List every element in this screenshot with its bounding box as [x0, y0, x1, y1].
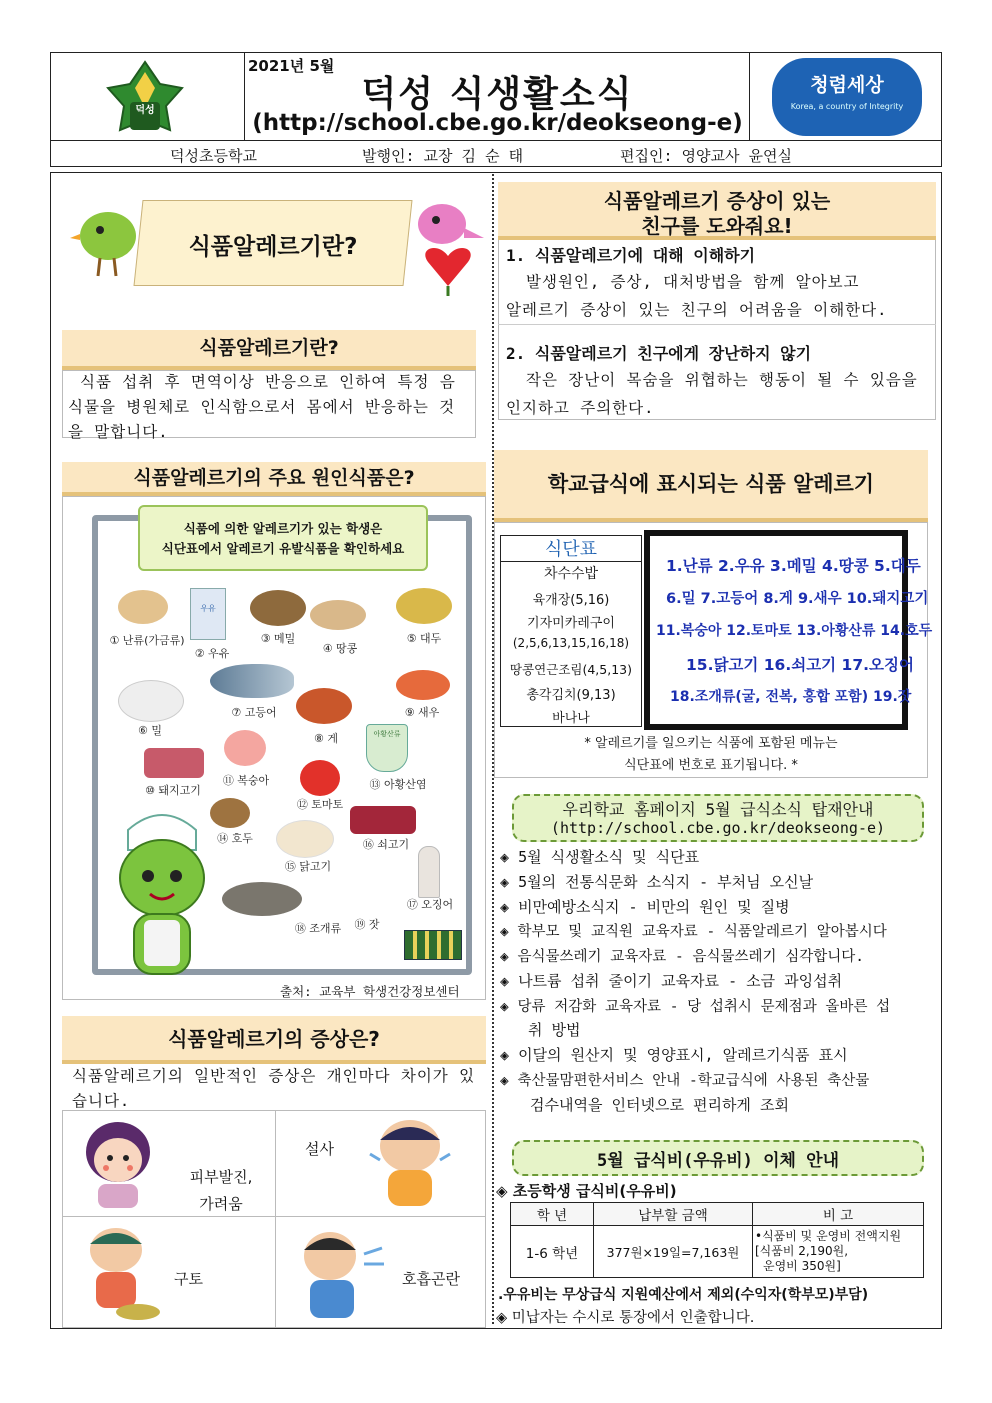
food-label-peach: ⑪ 복숭아 [222, 774, 270, 787]
symptom-vomit: 구토 [174, 1270, 203, 1288]
menu-item-6: 총각김치(9,13) [526, 688, 616, 703]
causes-notice [138, 505, 428, 571]
food-label-wheat: ⑥ 밀 [138, 724, 162, 737]
fee-header-note: 비 고 [753, 1203, 924, 1226]
help-s1-title: 1. 식품알레르기에 대해 이해하기 [506, 246, 756, 265]
diamond-bullet-icon: ◈ [500, 848, 510, 866]
homepage-item-2: ◈ 5월의 전통식문화 소식지 - 부처님 오신날 [500, 873, 814, 891]
peanut-icon [310, 600, 366, 630]
fee-grade: 1-6 학년 [511, 1226, 594, 1278]
fee-note-3: 운영비 350원] [763, 1259, 841, 1273]
diamond-bullet-icon: ◈ [500, 999, 509, 1015]
chicken-icon [276, 820, 334, 858]
menu-item-3: 기자미카레구이 [527, 616, 615, 631]
food-label-walnut: ⑭ 호두 [217, 832, 253, 845]
help-divider [498, 324, 936, 325]
allergen-line-2: 6.밀 7.고등어 8.게 9.새우 10.돼지고기 [666, 591, 929, 607]
allergen-line-4: 15.닭고기 16.쇠고기 17.오징어 [686, 656, 914, 674]
menu-table-hline [500, 561, 642, 562]
help-s1-text1: 발생원인, 증상, 대처방법을 함께 알아보고 [526, 273, 860, 291]
fee-header-grade: 학 년 [511, 1203, 594, 1226]
homepage-item-7-cont: 취 방법 [528, 1021, 581, 1039]
header-publisher: 발행인: 교장 김 순 태 [362, 147, 524, 165]
meal-title: 학교급식에 표시되는 식품 알레르기 [494, 450, 928, 522]
breathing-child-icon [290, 1224, 390, 1324]
fee-header-amount: 납부할 금액 [594, 1203, 753, 1226]
homepage-item-7: ◈ 당류 저감화 교육자료 - 당 섭취시 문제점과 올바른 섭 [500, 999, 891, 1015]
symptom-rash: 피부발진, 가려움 [189, 1168, 253, 1213]
help-s2-text1: 작은 장난이 목숨을 위협하는 행동이 될 수 있음을 [526, 371, 918, 389]
soybean-icon [396, 588, 452, 624]
page-title: 덕성 식생활소식 [361, 74, 634, 115]
shrimp-icon [396, 670, 450, 700]
food-label-soybean: ⑤ 대두 [406, 632, 442, 645]
intro-banner-text: 식품알레르기란? [188, 234, 358, 260]
diamond-bullet-icon: ◈ [500, 873, 510, 891]
fee-note-1: •식품비 및 운영비 전액지원 [755, 1229, 902, 1243]
header-divider [50, 140, 942, 141]
symptom-diarrhea: 설사 [305, 1140, 334, 1158]
symptoms-title: 식품알레르기의 증상은? [62, 1016, 486, 1064]
fee-amount: 377원×19일=7,163원 [594, 1226, 753, 1278]
school-logo [100, 58, 190, 138]
help-s1-text2: 알레르기 증상이 있는 친구의 어려움을 이해한다. [506, 301, 888, 319]
menu-item-2: 육개장(5,16) [532, 593, 610, 608]
fee-note [753, 1226, 924, 1278]
fee-title: 5월 급식비(우유비) 이체 안내 [596, 1151, 840, 1171]
sulfite-flask-icon [366, 724, 408, 772]
fee-footnote-1: .우유비는 무상급식 지원예산에서 제외(수익자(학부모)부담) [498, 1287, 869, 1303]
diamond-bullet-icon: ◈ [500, 924, 509, 940]
help-title-line1: 식품알레르기 증상이 있는 [603, 189, 831, 213]
allergen-line-5: 18.조개류(굴, 전복, 홍합 포함) 19.잣 [670, 689, 912, 705]
causes-source: 출처: 교육부 학생건강정보센터 [280, 984, 460, 999]
milk-icon-label: 우유 [200, 604, 216, 613]
sulfite-flask-label: 아황산류 [373, 730, 401, 738]
menu-item-5: 땅콩연근조림(4,5,13) [510, 662, 632, 677]
meal-note-2: 식단표에 번호로 표기됩니다. * [624, 758, 798, 773]
integrity-badge [772, 58, 922, 136]
buckwheat-icon [250, 590, 306, 626]
green-bird-icon [70, 200, 140, 280]
food-label-chicken: ⑮ 닭고기 [284, 860, 332, 873]
school-logo-text: 덕성 [135, 105, 155, 116]
allergen-line-1: 1.난류 2.우유 3.메밀 4.땅콩 5.대두 [666, 557, 921, 575]
homepage-item-6: ◈ 나트륨 섭취 줄이기 교육자료 - 소금 과잉섭취 [500, 972, 843, 990]
help-title-line2: 친구를 도와줘요! [641, 214, 793, 238]
clam-icon [222, 882, 302, 916]
peach-icon [224, 730, 266, 766]
homepage-item-8: ◈ 이달의 원산지 및 영양표시, 알레르기식품 표시 [500, 1046, 848, 1064]
squid-icon [418, 846, 440, 898]
fee-note-2: [식품비 2,190원, [755, 1244, 849, 1258]
vomit-child-icon [76, 1222, 166, 1322]
diamond-bullet-icon: ◈ [500, 949, 509, 965]
fee-table [510, 1202, 924, 1278]
food-label-squid: ⑰ 오징어 [406, 898, 454, 911]
fee-footnote-2: ◈ 미납자는 수시로 통장에서 인출합니다. [496, 1310, 755, 1326]
food-label-tomato: ⑫ 토마토 [296, 798, 344, 811]
homepage-item-9: ◈ 축산물맘편한서비스 안내 -학교급식에 사용된 축산물 [500, 1073, 870, 1089]
homepage-url[interactable]: (http://school.cbe.go.kr/deokseong-e) [550, 819, 886, 837]
pork-icon [144, 748, 204, 778]
egg-icon [118, 590, 168, 624]
header-school: 덕성초등학교 [170, 147, 257, 165]
food-label-beef: ⑯ 쇠고기 [362, 838, 410, 851]
homepage-title: 우리학교 홈페이지 5월 급식소식 탑재안내 [562, 800, 874, 819]
mackerel-icon [210, 664, 294, 698]
diamond-bullet-icon: ◈ [500, 1046, 510, 1064]
header-vline-left [244, 52, 245, 140]
menu-item-4: (2,5,6,13,15,16,18) [512, 636, 630, 650]
beef-icon [350, 806, 416, 834]
symptoms-text: 식품알레르기의 일반적인 증상은 개인마다 차이가 있습니다. [72, 1067, 476, 1110]
flour-icon [118, 680, 184, 722]
diamond-bullet-icon: ◈ [500, 972, 510, 990]
diarrhea-child-icon [360, 1114, 460, 1210]
symptom-breathing: 호흡곤란 [402, 1270, 460, 1288]
food-label-egg: ① 난류(가금류) [109, 634, 185, 647]
food-label-buckwheat: ③ 메밀 [260, 632, 296, 645]
food-label-pork: ⑩ 돼지고기 [145, 784, 201, 797]
allergen-line-3: 11.복숭아 12.토마토 13.아황산류 14.호두 [656, 623, 933, 639]
pink-bird-icon [408, 198, 488, 298]
causes-notice-line2: 식단표에서 알레르기 유발식품을 확인하세요 [161, 541, 405, 556]
food-label-milk: ② 우유 [194, 647, 230, 660]
definition-text: 식품 섭취 후 면역이상 반응으로 인하여 특정 음식물을 병원체로 인식함으로서 몸에서 반응하는 것을 말합니다. [68, 373, 456, 441]
crab-icon [296, 688, 352, 724]
food-label-sulfite: ⑬ 아황산염 [369, 778, 427, 791]
milk-icon [190, 588, 226, 640]
integrity-badge-text: 청렴세상 [810, 74, 884, 96]
issue-date: 2021년 5월 [248, 57, 335, 75]
diamond-bullet-icon: ◈ [500, 898, 510, 916]
meal-note-1: * 알레르기를 일으키는 식품에 포함된 메뉴는 [584, 736, 838, 751]
integrity-badge-sub: Korea, a country of Integrity [790, 102, 904, 111]
menu-title: 식단표 [544, 539, 598, 560]
homepage-item-9-cont: 검수내역을 인터넷으로 편리하게 조회 [530, 1096, 789, 1114]
menu-item-7: 바나나 [552, 711, 590, 726]
causes-notice-line1: 식품에 의한 알레르기가 있는 학생은 [183, 521, 383, 536]
fee-subtitle: ◈ 초등학생 급식비(우유비) [496, 1182, 677, 1200]
causes-title: 식품알레르기의 주요 원인식품은? [62, 462, 486, 496]
help-s2-text2: 인지하고 주의한다. [506, 399, 655, 417]
homepage-item-4: ◈ 학부모 및 교직원 교육자료 - 식품알레르기 알아봅시다 [500, 924, 887, 940]
homepage-item-3: ◈ 비만예방소식지 - 비만의 원인 및 질병 [500, 898, 790, 916]
header-vline-right [749, 52, 750, 140]
gift-box-icon [404, 930, 462, 960]
header-url[interactable]: (http://school.cbe.go.kr/deokseong-e) [252, 110, 743, 136]
symptoms-grid-vline [275, 1110, 276, 1328]
diamond-bullet-icon: ◈ [500, 1073, 509, 1089]
help-s2-title: 2. 식품알레르기 친구에게 장난하지 않기 [506, 344, 812, 363]
mascot-icon [98, 790, 226, 990]
food-label-crab: ⑧ 게 [314, 732, 338, 745]
menu-item-1: 차수수밥 [543, 566, 599, 582]
food-label-shellfish: ⑱ 조개류 [294, 922, 342, 935]
food-label-shrimp: ⑨ 새우 [404, 706, 440, 719]
header-editor: 편집인: 영양교사 윤연실 [620, 147, 792, 165]
definition-title: 식품알레르기란? [62, 330, 476, 370]
homepage-item-1: ◈ 5월 식생활소식 및 식단표 [500, 848, 700, 866]
tomato-icon [300, 760, 340, 796]
food-label-peanut: ④ 땅콩 [322, 642, 358, 655]
food-label-mackerel: ⑦ 고등어 [231, 706, 277, 719]
symptoms-grid-hline [62, 1216, 486, 1217]
food-label-pinenut: ⑲ 잣 [354, 918, 380, 931]
rash-child-icon [76, 1116, 160, 1210]
homepage-item-5: ◈ 음식물쓰레기 교육자료 - 음식물쓰레기 심각합니다. [500, 949, 864, 965]
